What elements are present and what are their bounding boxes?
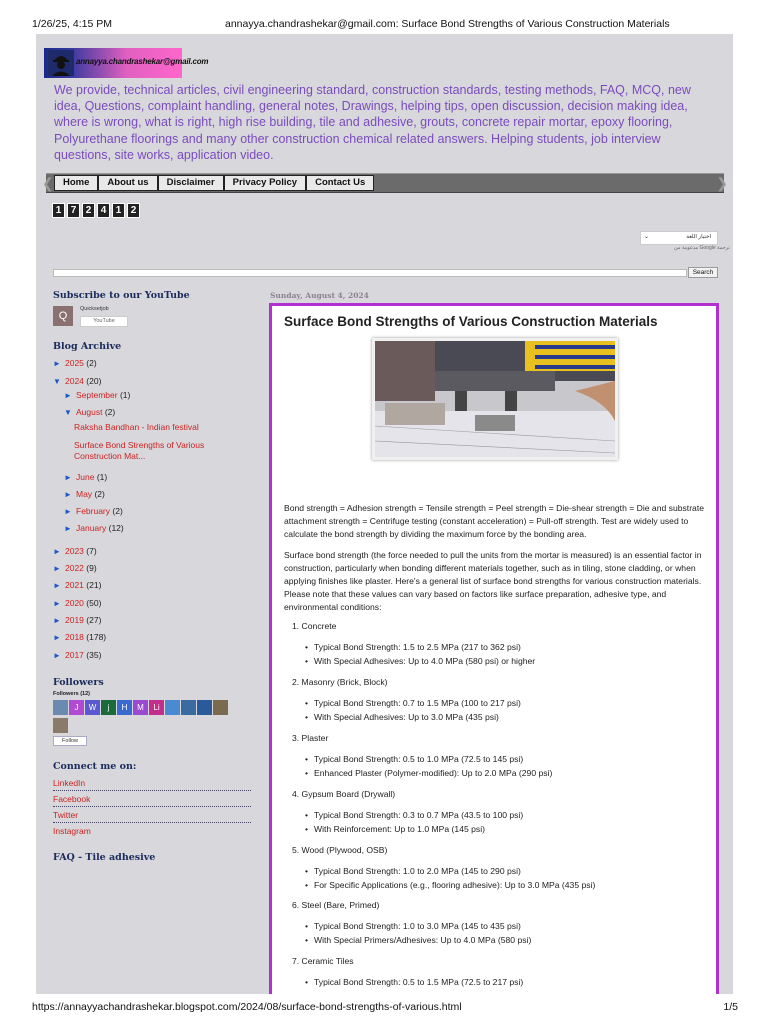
archive-count: (2) <box>94 489 105 499</box>
archive-count: (50) <box>86 598 102 608</box>
powered-by-google[interactable]: مدعومة من Google ترجمة <box>674 245 730 251</box>
material-heading: 6. Steel (Bare, Primed) <box>292 900 380 910</box>
material-bullet: • Typical Bond Strength: 1.5 to 2.5 MPa (217 to 362 psi) <box>314 642 521 652</box>
material-heading: 5. Wood (Plywood, OSB) <box>292 845 388 855</box>
follower-avatar[interactable]: j <box>101 700 116 715</box>
material-heading: 4. Gypsum Board (Drywall) <box>292 789 396 799</box>
archive-month-june[interactable] <box>64 472 107 482</box>
archive-year-2022[interactable] <box>53 563 97 573</box>
link-instagram[interactable]: Instagram <box>53 826 91 836</box>
follower-avatar-photo[interactable] <box>213 700 228 715</box>
triangle-right-icon: ► <box>53 581 61 590</box>
triangle-right-icon: ► <box>64 490 72 499</box>
counter-digit: 2 <box>127 203 140 218</box>
archive-count: (178) <box>86 632 107 642</box>
archive-year-2021[interactable] <box>53 580 101 590</box>
triangle-down-icon: ▼ <box>64 408 72 417</box>
post-title: Surface Bond Strengths of Various Construction Materials <box>284 314 658 329</box>
print-datetime: 1/26/25, 4:15 PM <box>32 18 112 30</box>
triangle-right-icon: ► <box>64 524 72 533</box>
followers-count: Followers (12) <box>53 691 90 697</box>
youtube-subscribe-button[interactable]: YouTube <box>80 316 128 327</box>
archive-year-label[interactable]: 2025 <box>65 358 84 368</box>
channel-avatar[interactable]: Q <box>53 306 73 326</box>
nav-about-us[interactable]: About us <box>98 175 157 191</box>
follower-avatar-photo[interactable] <box>197 700 212 715</box>
nav-left-cap-icon: ❮ <box>42 175 54 191</box>
archive-count: (9) <box>86 563 97 573</box>
followers-avatars <box>53 700 228 715</box>
archive-count: (1) <box>119 390 131 400</box>
material-bullet: • With Special Primers/Adhesives: Up to 4.0 MPa (580 psi) <box>314 935 531 945</box>
archive-count: (12) <box>108 523 124 533</box>
counter-digit: 1 <box>112 203 125 218</box>
archive-year-2023[interactable] <box>53 546 97 556</box>
print-page-number: 1/5 <box>723 1001 738 1013</box>
nav-home[interactable]: Home <box>54 175 98 191</box>
archive-year-label[interactable]: 2019 <box>65 615 84 625</box>
blog-page <box>36 34 733 994</box>
header-email: annayya.chandrashekar@gmail.com <box>76 57 209 66</box>
material-bullet: • Typical Bond Strength: 0.5 to 1.5 MPa (72.5 to 217 psi) <box>314 977 523 987</box>
search-input[interactable] <box>53 269 687 277</box>
header-logo[interactable] <box>44 48 209 78</box>
archive-post-raksha-bandhan[interactable]: Raksha Bandhan - Indian festival <box>74 422 199 432</box>
follower-avatar-photo[interactable] <box>165 700 180 715</box>
post-body <box>269 303 719 994</box>
language-select-text: اختيار اللغة <box>686 234 711 240</box>
archive-count: (20) <box>86 376 102 386</box>
follower-avatar[interactable]: W <box>85 700 100 715</box>
print-title: annayya.chandrashekar@gmail.com: Surface Bond Strengths of Various Construction Materials <box>225 18 670 30</box>
archive-count: (7) <box>86 546 97 556</box>
follower-avatar[interactable]: J <box>69 700 84 715</box>
language-select[interactable] <box>640 231 718 245</box>
archive-post-surface-bond[interactable]: Surface Bond Strengths of Various Construction Mat... <box>74 440 205 461</box>
search-button[interactable]: Search <box>688 267 718 278</box>
counter-digit: 4 <box>97 203 110 218</box>
triangle-right-icon: ► <box>53 599 61 608</box>
archive-count: (2) <box>86 358 97 368</box>
archive-year-2019[interactable] <box>53 615 101 625</box>
archive-month-label[interactable]: February <box>76 506 111 516</box>
material-bullet: • With Special Adhesives: Up to 4.0 MPa (580 psi) or higher <box>314 656 535 666</box>
archive-month-label[interactable]: September <box>76 390 118 400</box>
archive-year-2017[interactable] <box>53 650 101 660</box>
pageview-counter <box>52 203 140 218</box>
nav-contact-us[interactable]: Contact Us <box>306 175 374 191</box>
archive-year-2024[interactable] <box>53 376 101 386</box>
triangle-right-icon: ► <box>53 616 61 625</box>
material-bullet: • Typical Bond Strength: 1.0 to 2.0 MPa (145 to 290 psi) <box>314 866 521 876</box>
connect-heading: Connect me on: <box>53 761 137 772</box>
archive-year-label[interactable]: 2017 <box>65 650 84 660</box>
print-url: https://annayyachandrashekar.blogspot.com/2024/08/surface-bond-strengths-of-various.html <box>32 1001 462 1013</box>
archive-month-label[interactable]: January <box>76 523 107 533</box>
archive-month-january[interactable] <box>64 523 124 533</box>
triangle-right-icon: ► <box>64 391 72 400</box>
post-date: Sunday, August 4, 2024 <box>270 291 369 300</box>
worker-helmet-icon <box>48 50 74 76</box>
archive-year-label[interactable]: 2023 <box>65 546 84 556</box>
follower-avatar[interactable]: H <box>117 700 132 715</box>
follower-avatar-photo[interactable] <box>53 718 68 733</box>
followers-heading: Followers <box>53 677 104 688</box>
archive-month-label[interactable]: August <box>76 407 103 417</box>
counter-digit: 1 <box>52 203 65 218</box>
material-heading: 2. Masonry (Brick, Block) <box>292 677 388 687</box>
follower-avatar[interactable]: M <box>133 700 148 715</box>
print-footer <box>0 994 768 1024</box>
triangle-right-icon: ► <box>53 651 61 660</box>
triangle-right-icon: ► <box>53 633 61 642</box>
archive-year-label[interactable]: 2018 <box>65 632 84 642</box>
archive-heading: Blog Archive <box>53 341 122 352</box>
blog-description: We provide, technical articles, civil engineering standard, construction standards, testing methods, FAQ, MCQ, new idea, Questions, complaint handling, general notes, Drawings, helping tips, open discussion, decision making idea, where is wrong, what is right, high rise building, tile and adhesive, grouts, concrete repair mortar, epoxy flooring, Polyurethane floorings and many other construction chemical related answers. Helping students, job interview questions, site works, application video. <box>54 83 691 162</box>
material-bullet: • Typical Bond Strength: 1.0 to 3.0 MPa (145 to 435 psi) <box>314 921 521 931</box>
triangle-right-icon: ► <box>53 359 61 368</box>
material-heading: 1. Concrete <box>292 621 337 631</box>
link-facebook[interactable]: Facebook <box>53 794 251 807</box>
material-bullet: • Typical Bond Strength: 0.7 to 1.5 MPa (100 to 217 psi) <box>314 698 521 708</box>
archive-count: (27) <box>86 615 102 625</box>
material-bullet: • For Specific Applications (e.g., flooring adhesive): Up to 3.0 MPa (435 psi) <box>314 880 595 890</box>
material-bullet: • Typical Bond Strength: 0.5 to 1.0 MPa (72.5 to 145 psi) <box>314 754 523 764</box>
link-twitter[interactable]: Twitter <box>53 810 251 823</box>
material-bullet: • With Reinforcement: Up to 1.0 MPa (145 psi) <box>314 824 485 834</box>
print-header <box>0 0 768 34</box>
triangle-right-icon: ► <box>53 564 61 573</box>
archive-month-august[interactable] <box>64 407 115 417</box>
nav-right-cap-icon: ❯ <box>716 175 728 191</box>
nav-disclaimer[interactable]: Disclaimer <box>158 175 224 191</box>
archive-year-label[interactable]: 2020 <box>65 598 84 608</box>
archive-year-label[interactable]: 2024 <box>65 376 84 386</box>
chevron-down-icon: ⌄ <box>644 234 650 240</box>
triangle-right-icon: ► <box>64 473 72 482</box>
archive-count: (21) <box>86 580 102 590</box>
follower-avatar[interactable]: Li <box>149 700 164 715</box>
archive-year-2025[interactable] <box>53 358 97 368</box>
material-bullet: • Enhanced Plaster (Polymer-modified): Up to 2.0 MPa (290 psi) <box>314 768 552 778</box>
material-bullet: • With Special Adhesives: Up to 3.0 MPa (435 psi) <box>314 712 499 722</box>
main-nav <box>42 173 728 193</box>
channel-name: Quicksetjob <box>80 306 109 312</box>
archive-count: (2) <box>104 407 116 417</box>
triangle-down-icon: ▼ <box>53 377 61 386</box>
post-paragraph-2: Surface bond strength (the force needed to pull the units from the mortar is measured) is an essential factor in construction, particularly when bonding different materials together, such as in tiling, stone cladding, or when applying finishes like plaster. Here's a general list of surface bond strengths for various construction materials. Please note that these values can vary based on factors like surface preparation, adhesive type, and environmental conditions: <box>284 550 702 612</box>
follower-avatar-photo[interactable] <box>181 700 196 715</box>
nav-privacy-policy[interactable]: Privacy Policy <box>224 175 306 191</box>
archive-year-label[interactable]: 2021 <box>65 580 84 590</box>
post-paragraph-1: Bond strength = Adhesion strength = Tensile strength = Peel strength = Die-shear strength = Die and substrate attachment strength = Centrifuge testing (constant acceleration) = Pull-off strength. Test are widely used to calculate the bond strength by dividing the maximum force by the bonding area. <box>284 503 705 539</box>
material-heading: 7. Ceramic Tiles <box>292 956 354 966</box>
archive-count: (1) <box>96 472 108 482</box>
counter-digit: 2 <box>82 203 95 218</box>
archive-year-label[interactable]: 2022 <box>65 563 84 573</box>
follow-button[interactable]: Follow <box>53 736 87 746</box>
faq-heading[interactable]: FAQ - Tile adhesive <box>53 852 156 863</box>
archive-year-2018[interactable] <box>53 632 106 642</box>
post-image[interactable] <box>372 338 618 460</box>
bond-test-photo <box>375 341 615 457</box>
archive-year-2020[interactable] <box>53 598 101 608</box>
archive-month-may[interactable] <box>64 489 105 499</box>
triangle-right-icon: ► <box>64 507 72 516</box>
follower-avatar-photo[interactable] <box>53 700 68 715</box>
youtube-heading: Subscribe to our YouTube <box>53 290 190 301</box>
material-heading: 3. Plaster <box>292 733 329 743</box>
counter-digit: 7 <box>67 203 80 218</box>
archive-month-label[interactable]: June <box>76 472 95 482</box>
archive-month-september[interactable] <box>64 390 130 400</box>
archive-month-label[interactable]: May <box>76 489 93 499</box>
archive-count: (2) <box>112 506 123 516</box>
archive-count: (35) <box>86 650 102 660</box>
material-bullet: • Typical Bond Strength: 0.3 to 0.7 MPa (43.5 to 100 psi) <box>314 810 523 820</box>
link-linkedin[interactable]: LinkedIn <box>53 778 251 791</box>
triangle-right-icon: ► <box>53 547 61 556</box>
archive-month-february[interactable] <box>64 506 123 516</box>
